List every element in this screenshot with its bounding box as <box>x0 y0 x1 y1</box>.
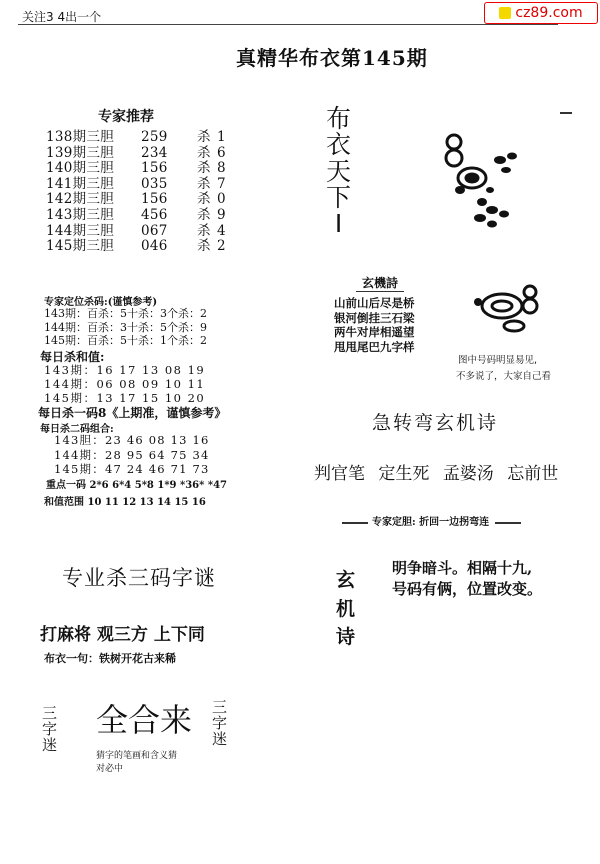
expert-code: 259 <box>141 129 168 145</box>
daily-two-row: 145期：47 24 46 71 73 <box>54 462 210 476</box>
expert-kill: 1 <box>217 129 226 145</box>
position-kill-row: 145期：百杀：5十杀：1个杀：2 <box>44 334 207 347</box>
riddle-char: 迷 <box>42 735 58 754</box>
expert-row <box>46 146 226 161</box>
daily-two-row: 143胆：23 46 08 13 16 <box>54 433 210 447</box>
expert-row <box>46 177 226 192</box>
position-kill-row: 143期：百杀：5十杀：3个杀：2 <box>44 307 207 320</box>
kill-riddle-title: 专业杀三码字谜 <box>62 566 216 590</box>
riddle-char: 迷 <box>212 729 228 748</box>
logo-text: cz89.com <box>515 5 583 21</box>
expert-kill-label: 杀 <box>197 129 211 145</box>
mahjong-riddle: 打麻将 观三方 上下同 <box>40 625 205 645</box>
guess-hint: 猜字的笔画和含义猜 <box>96 751 178 761</box>
vertical-char: 天 <box>326 156 352 186</box>
riddle-label-right <box>212 700 227 747</box>
vertical-char: 机 <box>336 597 356 620</box>
poem-body-line-1: 明争暗斗。相隔十九, <box>392 559 533 577</box>
expert-kill: 0 <box>217 191 226 208</box>
vertical-char: I <box>334 209 343 238</box>
daily-two-title: 每日杀二码组合: <box>40 424 114 435</box>
expert-period: 143期三胆 <box>46 207 115 223</box>
riddle-char: 三 <box>42 704 58 722</box>
riddle-answer: 全合来 <box>96 701 193 739</box>
phrase: 孟婆汤 <box>442 464 494 484</box>
expert-kill-label: 杀 <box>197 175 211 192</box>
expert-code: 067 <box>141 222 168 239</box>
top-note: 关注3 4出一个 <box>22 10 102 24</box>
vertical-char: 下 <box>326 182 352 212</box>
expert-core-line <box>342 513 521 528</box>
number-art-icon-2 <box>466 280 556 336</box>
riddle-char: 字 <box>212 713 228 732</box>
position-kill-title: 专家定位杀码:(谨慎参考) <box>44 297 158 308</box>
expert-kill: 9 <box>217 207 226 223</box>
focus-code-line: 重点一码 2*6 6*4 5*8 1*9 *36* *47 <box>46 480 227 491</box>
expert-period: 140期三胆 <box>46 160 115 177</box>
expert-period: 141期三胆 <box>46 175 115 192</box>
expert-code: 234 <box>141 144 168 161</box>
pair-hint: 对必中 <box>96 764 124 774</box>
poem-vertical-title <box>336 566 355 652</box>
expert-kill: 6 <box>217 144 226 161</box>
buyi-vertical-title <box>326 106 351 237</box>
daily-sum-row: 144期：06 08 09 10 11 <box>44 377 206 391</box>
image-caption-1: 图中号码明显易见, <box>458 355 538 366</box>
expert-row <box>46 239 226 254</box>
expert-code: 156 <box>141 191 168 208</box>
top-divider <box>18 24 558 25</box>
poem-line: 山前山后尽是桥 <box>334 296 415 310</box>
vertical-char: 布 <box>326 104 352 133</box>
riddle-label-left <box>42 706 57 753</box>
expert-code: 156 <box>141 160 168 177</box>
expert-row <box>46 130 226 145</box>
expert-kill-label: 杀 <box>197 238 211 255</box>
expert-period: 138期三胆 <box>46 129 115 145</box>
poem-body-line-2: 号码有俩，位置改变。 <box>392 580 543 598</box>
vertical-char: 玄 <box>336 569 356 591</box>
expert-kill-label: 杀 <box>197 191 211 208</box>
expert-core-text: 专家定胆: 折回一边拐弯连 <box>372 517 490 528</box>
expert-row <box>46 192 226 207</box>
expert-code: 035 <box>141 175 168 192</box>
page-title: 真精华布衣第145期 <box>236 46 428 70</box>
riddle-char: 字 <box>42 719 58 738</box>
expert-kill: 4 <box>217 222 226 239</box>
poem-line: 两牛对岸相遥望 <box>334 325 415 339</box>
daily-one-code: 每日杀一码8《上期准，谨慎参考》 <box>38 406 227 420</box>
daily-sum-row: 145期：13 17 15 10 20 <box>44 391 206 405</box>
vertical-char: 衣 <box>326 130 352 160</box>
poem-line: 银河倒挂三石梁 <box>334 310 415 325</box>
expert-row <box>46 208 226 223</box>
expert-row <box>46 224 226 239</box>
expert-title: 专家推荐 <box>98 109 154 125</box>
number-art-icon <box>432 128 542 238</box>
image-caption-2: 不多说了，大家自己看 <box>456 371 552 382</box>
expert-code: 456 <box>141 207 168 223</box>
expert-row <box>46 161 226 176</box>
expert-kill: 8 <box>217 160 226 177</box>
logo-square-icon <box>499 7 511 19</box>
expert-period: 142期三胆 <box>46 191 115 208</box>
expert-period: 144期三胆 <box>46 222 115 239</box>
expert-kill-label: 杀 <box>197 222 211 239</box>
riddle-char: 三 <box>212 698 228 716</box>
site-logo[interactable] <box>484 2 598 24</box>
expert-period: 145期三胆 <box>46 238 115 255</box>
daily-sum-title: 每日杀和值: <box>40 350 105 364</box>
daily-sum-row: 143期：16 17 13 08 19 <box>44 363 206 377</box>
phrase: 忘前世 <box>507 464 559 484</box>
expert-kill-label: 杀 <box>197 207 211 223</box>
sum-range-line: 和值范围 10 11 12 13 14 15 16 <box>44 497 206 508</box>
expert-kill-label: 杀 <box>197 144 211 161</box>
corner-dash <box>560 112 572 114</box>
position-kill-row: 144期：百杀：3十杀：5个杀：9 <box>44 320 207 334</box>
expert-kill: 7 <box>217 175 226 192</box>
poem-title: 玄機詩 <box>356 274 404 292</box>
phrase: 判官笔 <box>314 464 365 484</box>
expert-kill: 2 <box>217 238 226 255</box>
expert-kill-label: 杀 <box>197 160 211 177</box>
expert-period: 139期三胆 <box>46 144 115 161</box>
vertical-char: 诗 <box>336 626 356 648</box>
phrase: 定生死 <box>378 464 430 484</box>
expert-code: 046 <box>141 238 168 255</box>
daily-two-row: 144期：28 95 64 75 34 <box>54 447 210 462</box>
poem-line: 甩甩尾巴九字样 <box>334 339 415 354</box>
riddle-poem-title: 急转弯玄机诗 <box>372 412 499 434</box>
buyi-sentence: 布衣一句：铁树开花古来稀 <box>44 652 176 665</box>
four-phrases <box>314 459 566 484</box>
